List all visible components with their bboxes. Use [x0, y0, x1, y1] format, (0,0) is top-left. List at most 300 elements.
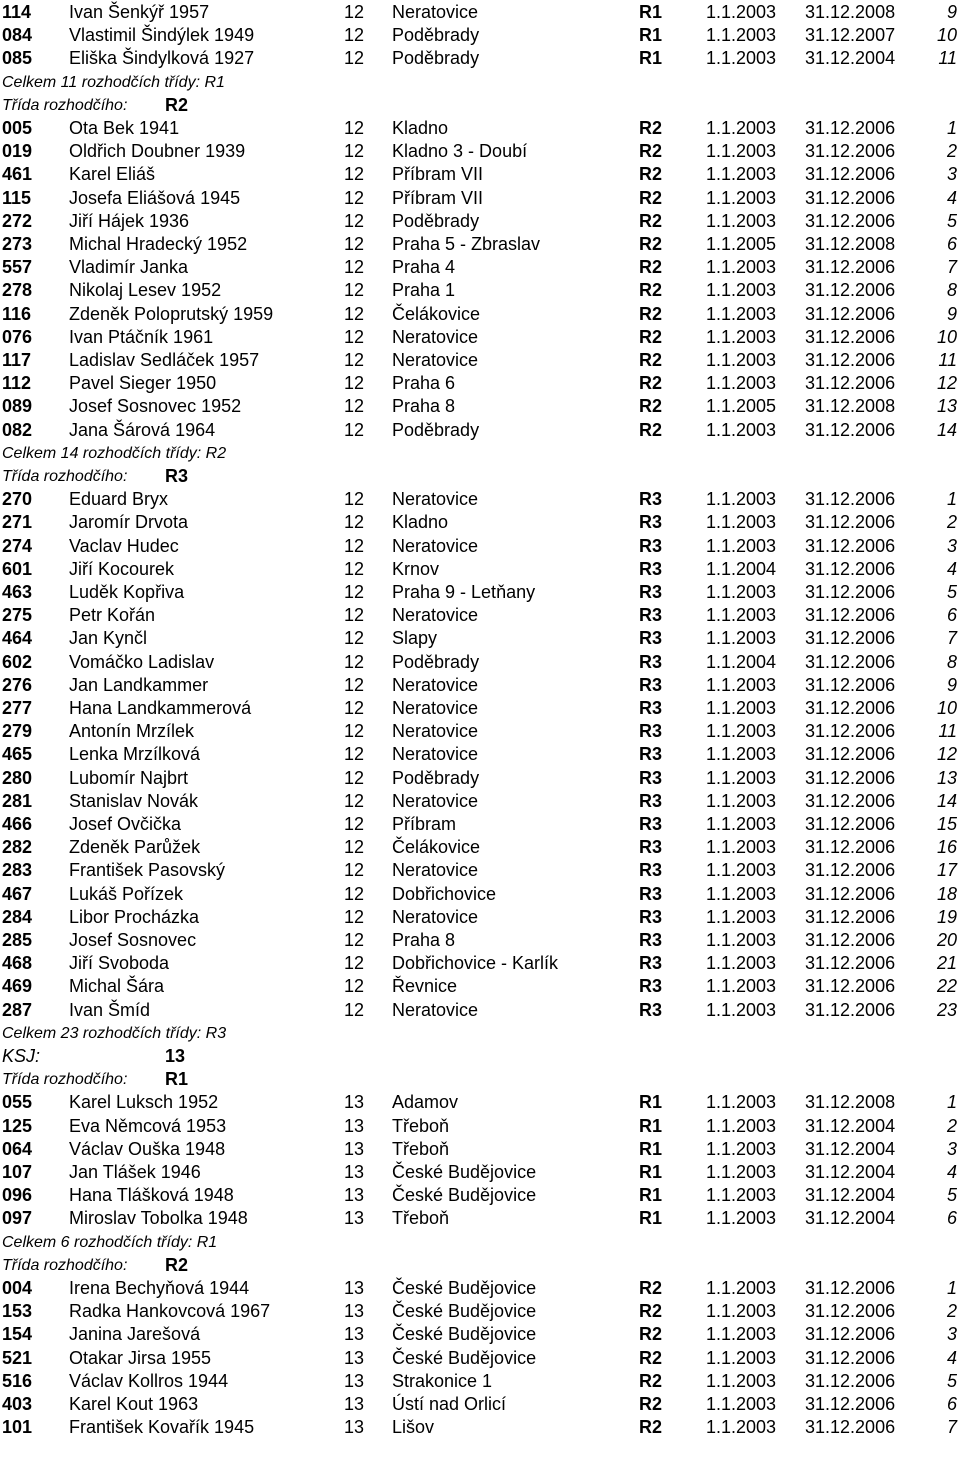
valid-to: 31.12.2004 [805, 48, 896, 69]
referee-class: R2 [639, 373, 663, 394]
referee-row [0, 24, 960, 47]
valid-from: 1.1.2003 [706, 280, 777, 301]
referee-class: R2 [639, 1370, 663, 1391]
referee-city: Neratovice [392, 860, 479, 881]
valid-from: 1.1.2004 [706, 651, 777, 672]
summary-text: Celkem 11 rozhodčích třídy: R1 [2, 73, 225, 91]
row-index: 12 [936, 744, 957, 765]
referee-ksj: 12 [344, 582, 365, 602]
referee-ksj: 12 [344, 303, 365, 324]
referee-class: R3 [639, 814, 663, 834]
valid-from: 1.1.2003 [706, 1162, 777, 1182]
referee-ksj: 12 [344, 698, 365, 718]
row-index: 10 [936, 698, 957, 718]
referee-name: Eduard Bryx [69, 489, 169, 510]
valid-from: 1.1.2003 [706, 1301, 777, 1322]
valid-from: 1.1.2003 [706, 976, 777, 997]
valid-from: 1.1.2003 [706, 999, 777, 1020]
valid-to: 31.12.2006 [805, 257, 896, 278]
referee-class: R3 [639, 883, 663, 904]
valid-to: 31.12.2006 [805, 350, 896, 370]
referee-ksj: 13 [344, 1278, 365, 1298]
referee-city: Slapy [392, 628, 438, 649]
row-index: 20 [936, 930, 957, 950]
referee-ksj: 12 [344, 187, 365, 208]
referee-id: 096 [2, 1185, 33, 1206]
referee-row [0, 1416, 960, 1439]
referee-class: R3 [639, 860, 663, 881]
valid-to: 31.12.2004 [805, 1185, 896, 1206]
referee-id: 005 [2, 118, 33, 138]
referee-id: 082 [2, 419, 33, 440]
referee-name: Pavel Sieger 1950 [69, 373, 217, 394]
class-summary [0, 1231, 960, 1254]
valid-to: 31.12.2006 [805, 767, 896, 788]
referee-name: Vladimír Janka [69, 257, 189, 278]
valid-to: 31.12.2006 [805, 419, 896, 440]
row-index: 8 [946, 280, 957, 301]
referee-row [0, 1300, 960, 1323]
referee-ksj: 12 [344, 234, 365, 254]
referee-id: 467 [2, 883, 33, 904]
row-index: 1 [946, 1092, 957, 1113]
valid-to: 31.12.2006 [805, 210, 896, 231]
referee-class: R2 [639, 1347, 663, 1368]
referee-name: Jaromír Drvota [69, 512, 189, 533]
referee-class: R3 [639, 976, 663, 997]
valid-from: 1.1.2003 [706, 790, 777, 811]
referee-name: Oldřich Doubner 1939 [69, 141, 246, 162]
referee-ksj: 12 [344, 860, 365, 881]
referee-class: R2 [639, 1324, 663, 1345]
referee-name: Nikolaj Lesev 1952 [69, 280, 222, 301]
referee-row [0, 303, 960, 326]
referee-row [0, 906, 960, 929]
valid-to: 31.12.2006 [805, 837, 896, 858]
row-index: 7 [946, 1417, 957, 1438]
referee-class: R2 [639, 118, 663, 138]
referee-class: R1 [639, 1185, 663, 1206]
row-index: 11 [938, 48, 957, 69]
referee-name: Stanislav Novák [69, 790, 199, 811]
valid-to: 31.12.2006 [805, 906, 896, 927]
valid-to: 31.12.2006 [805, 141, 896, 162]
referee-city: Praha 4 [392, 257, 456, 278]
row-index: 1 [946, 489, 957, 510]
referee-row [0, 627, 960, 650]
referee-name: Antonín Mrzílek [69, 721, 195, 742]
row-index: 5 [946, 210, 957, 231]
referee-row [0, 349, 960, 372]
referee-id: 521 [2, 1347, 33, 1368]
referee-ksj: 12 [344, 373, 365, 394]
referee-class: R1 [639, 2, 663, 22]
referee-class: R2 [639, 257, 663, 278]
valid-from: 1.1.2003 [706, 187, 777, 208]
valid-to: 31.12.2008 [805, 2, 896, 22]
referee-city: Lišov [392, 1417, 435, 1438]
referee-class: R2 [639, 141, 663, 162]
referee-city: Neratovice [392, 489, 479, 510]
valid-from: 1.1.2005 [706, 396, 777, 417]
referee-city: Strakonice 1 [392, 1370, 493, 1391]
referee-city: Kladno [392, 118, 449, 138]
referee-ksj: 12 [344, 535, 365, 556]
referee-class: R1 [639, 1092, 663, 1113]
valid-from: 1.1.2003 [706, 25, 777, 46]
valid-from: 1.1.2003 [706, 721, 777, 742]
referee-ksj: 13 [344, 1138, 365, 1159]
referee-class: R2 [639, 1301, 663, 1322]
valid-to: 31.12.2006 [805, 628, 896, 649]
row-index: 3 [946, 164, 957, 185]
referee-name: Miroslav Tobolka 1948 [69, 1208, 248, 1229]
referee-id: 064 [2, 1138, 33, 1159]
row-index: 3 [946, 1138, 957, 1159]
referee-class: R3 [639, 628, 663, 649]
valid-from: 1.1.2003 [706, 1417, 777, 1438]
valid-from: 1.1.2003 [706, 512, 777, 533]
valid-from: 1.1.2003 [706, 1208, 777, 1229]
referee-id: 287 [2, 999, 33, 1020]
valid-to: 31.12.2006 [805, 1278, 896, 1298]
referee-name: Václav Ouška 1948 [69, 1138, 226, 1159]
valid-to: 31.12.2006 [805, 280, 896, 301]
referee-ksj: 13 [344, 1301, 365, 1322]
referee-row [0, 511, 960, 534]
referee-name: Vlastimil Šindýlek 1949 [69, 25, 255, 46]
referee-city: Příbram VII [392, 187, 484, 208]
referee-city: Neratovice [392, 350, 479, 370]
referee-id: 115 [2, 187, 32, 208]
referee-id: 279 [2, 721, 33, 742]
referee-id: 285 [2, 930, 33, 950]
referee-ksj: 12 [344, 210, 365, 231]
referee-ksj: 12 [344, 883, 365, 904]
referee-class: R3 [639, 535, 663, 556]
row-index: 23 [936, 999, 957, 1020]
referee-ksj: 13 [344, 1208, 365, 1229]
referee-row [0, 1138, 960, 1161]
referee-name: Michal Šára [69, 976, 165, 997]
referee-ksj: 12 [344, 790, 365, 811]
referee-name: Hana Landkammerová [69, 698, 252, 718]
valid-from: 1.1.2003 [706, 767, 777, 788]
referee-class: R3 [639, 558, 663, 579]
referee-city: Neratovice [392, 698, 479, 718]
referee-city: Neratovice [392, 535, 479, 556]
valid-to: 31.12.2006 [805, 674, 896, 695]
referee-id: 465 [2, 744, 33, 765]
row-index: 14 [936, 790, 957, 811]
referee-class: R3 [639, 930, 663, 950]
referee-class: R3 [639, 953, 663, 974]
row-index: 9 [946, 2, 957, 22]
referee-row [0, 187, 960, 210]
referee-name: Lubomír Najbrt [69, 767, 189, 788]
referee-city: Třeboň [392, 1138, 450, 1159]
referee-class: R3 [639, 651, 663, 672]
valid-to: 31.12.2006 [805, 187, 896, 208]
referee-ksj: 12 [344, 744, 365, 765]
valid-to: 31.12.2006 [805, 558, 896, 579]
row-index: 6 [946, 234, 957, 254]
referee-class: R2 [639, 396, 663, 417]
row-index: 4 [946, 1347, 957, 1368]
referee-id: 085 [2, 48, 33, 69]
referee-ksj: 12 [344, 280, 365, 301]
referee-id: 516 [2, 1370, 33, 1391]
referee-row [0, 117, 960, 140]
valid-to: 31.12.2006 [805, 1324, 896, 1345]
referee-name: Karel Eliáš [69, 164, 156, 185]
referee-city: Krnov [392, 558, 440, 579]
valid-to: 31.12.2006 [805, 118, 896, 138]
valid-from: 1.1.2003 [706, 489, 777, 510]
referee-ksj: 12 [344, 651, 365, 672]
referee-ksj: 12 [344, 164, 365, 185]
referee-ksj: 12 [344, 512, 365, 533]
referee-row [0, 256, 960, 279]
referee-id: 464 [2, 628, 33, 649]
referee-row [0, 1115, 960, 1138]
referee-city: Poděbrady [392, 767, 480, 788]
row-index: 10 [936, 25, 957, 46]
referee-row [0, 163, 960, 186]
referee-name: Ivan Šmíd [69, 999, 151, 1020]
referee-name: Jan Landkammer [69, 674, 209, 695]
referee-city: Čelákovice [392, 303, 481, 324]
class-header [0, 94, 960, 117]
referee-ksj: 13 [344, 1347, 365, 1368]
referee-ksj: 13 [344, 1370, 365, 1391]
row-index: 2 [946, 141, 957, 162]
referee-class: R2 [639, 164, 663, 185]
row-index: 9 [946, 303, 957, 324]
valid-to: 31.12.2006 [805, 1301, 896, 1322]
referee-id: 461 [2, 164, 33, 185]
referee-name: František Pasovský [69, 860, 226, 881]
referee-class: R3 [639, 489, 663, 510]
valid-to: 31.12.2008 [805, 1092, 896, 1113]
referee-ksj: 12 [344, 48, 365, 69]
referee-id: 274 [2, 535, 33, 556]
referee-row [0, 929, 960, 952]
referee-city: Kladno [392, 512, 449, 533]
referee-city: Příbram VII [392, 164, 484, 185]
referee-ksj: 12 [344, 2, 365, 22]
referee-city: Neratovice [392, 674, 479, 695]
referee-class: R2 [639, 326, 663, 347]
valid-to: 31.12.2004 [805, 1162, 896, 1182]
referee-class: R3 [639, 582, 663, 602]
class-header [0, 1254, 960, 1277]
valid-to: 31.12.2006 [805, 744, 896, 765]
referee-id: 468 [2, 953, 33, 974]
row-index: 4 [946, 1162, 957, 1182]
valid-to: 31.12.2007 [805, 25, 896, 46]
row-index: 9 [946, 674, 957, 695]
referee-class: R2 [639, 234, 663, 254]
row-index: 2 [946, 512, 957, 533]
referee-row [0, 1161, 960, 1184]
valid-to: 31.12.2006 [805, 489, 896, 510]
referee-id: 278 [2, 280, 33, 301]
referee-name: Irena Bechyňová 1944 [69, 1278, 250, 1298]
referee-ksj: 12 [344, 326, 365, 347]
referee-name: Jiří Kocourek [69, 558, 175, 579]
referee-name: Josef Sosnovec [69, 930, 197, 950]
referee-id: 403 [2, 1394, 33, 1414]
referee-ksj: 12 [344, 953, 365, 974]
referee-ksj: 12 [344, 25, 365, 46]
referee-city: Poděbrady [392, 48, 480, 69]
referee-city: Praha 9 - Letňany [392, 582, 536, 602]
referee-city: Praha 6 [392, 373, 456, 394]
valid-from: 1.1.2004 [706, 558, 777, 579]
referee-row [0, 999, 960, 1022]
referee-name: Ladislav Sedláček 1957 [69, 350, 260, 370]
referee-class: R3 [639, 698, 663, 718]
referee-row [0, 1393, 960, 1416]
referee-row [0, 1207, 960, 1230]
referee-row [0, 140, 960, 163]
valid-to: 31.12.2006 [805, 582, 896, 602]
referee-id: 101 [2, 1417, 33, 1438]
class-header-label: Třída rozhodčího: [2, 468, 128, 485]
referee-city: Praha 8 [392, 930, 456, 950]
referee-name: Lukáš Pořízek [69, 883, 184, 904]
referee-class: R3 [639, 674, 663, 695]
referee-name: Ivan Šenkýř 1957 [69, 2, 210, 22]
valid-to: 31.12.2006 [805, 721, 896, 742]
referee-class: R3 [639, 721, 663, 742]
valid-from: 1.1.2003 [706, 164, 777, 185]
referee-row [0, 1277, 960, 1300]
referee-name: Janina Jarešová [69, 1324, 201, 1345]
referee-name: Josef Ovčička [69, 814, 182, 834]
referee-id: 125 [2, 1115, 33, 1136]
row-index: 2 [946, 1115, 957, 1136]
referee-id: 153 [2, 1301, 33, 1322]
referee-name: Lenka Mrzílková [69, 744, 201, 765]
referee-id: 117 [2, 350, 32, 370]
referee-name: Vaclav Hudec [69, 535, 179, 556]
referee-city: Řevnice [392, 976, 458, 997]
referee-name: Zdeněk Parůžek [69, 837, 201, 858]
row-index: 12 [936, 373, 957, 394]
referee-ksj: 12 [344, 141, 365, 162]
referee-row [0, 674, 960, 697]
valid-to: 31.12.2006 [805, 326, 896, 347]
referee-class: R2 [639, 350, 663, 370]
referee-ksj: 12 [344, 257, 365, 278]
row-index: 22 [936, 976, 957, 997]
referee-city: Poděbrady [392, 419, 480, 440]
referee-class: R3 [639, 512, 663, 533]
valid-to: 31.12.2008 [805, 396, 896, 417]
row-index: 13 [936, 767, 957, 788]
referee-city: Třeboň [392, 1208, 450, 1229]
class-header-label: Třída rozhodčího: [2, 1256, 128, 1274]
referee-ksj: 12 [344, 837, 365, 858]
valid-from: 1.1.2003 [706, 1115, 777, 1136]
referee-ksj: 13 [344, 1092, 365, 1113]
referee-city: Neratovice [392, 721, 479, 742]
referee-ksj: 12 [344, 628, 365, 649]
referee-class: R3 [639, 906, 663, 927]
referee-class: R3 [639, 999, 663, 1020]
referee-row [0, 1370, 960, 1393]
referee-class: R1 [639, 1115, 663, 1136]
valid-to: 31.12.2008 [805, 234, 896, 254]
valid-from: 1.1.2003 [706, 419, 777, 440]
valid-to: 31.12.2006 [805, 164, 896, 185]
referee-id: 602 [2, 651, 33, 672]
referee-name: Karel Kout 1963 [69, 1394, 199, 1414]
referee-row [0, 697, 960, 720]
valid-to: 31.12.2006 [805, 303, 896, 324]
class-header [0, 1068, 960, 1091]
referee-id: 280 [2, 767, 33, 788]
referee-id: 273 [2, 234, 33, 254]
row-index: 11 [938, 721, 957, 742]
referee-city: Kladno 3 - Doubí [392, 141, 528, 162]
valid-to: 31.12.2006 [805, 605, 896, 626]
referee-row [0, 1184, 960, 1207]
referee-city: České Budějovice [392, 1324, 537, 1345]
valid-from: 1.1.2003 [706, 350, 777, 370]
row-index: 15 [936, 814, 957, 834]
referee-name: Hana Tlášková 1948 [69, 1185, 234, 1206]
referee-class: R3 [639, 744, 663, 765]
valid-to: 31.12.2004 [805, 1138, 896, 1159]
referee-row [0, 1091, 960, 1114]
valid-from: 1.1.2003 [706, 1092, 777, 1113]
referee-name: Radka Hankovcová 1967 [69, 1301, 271, 1322]
row-index: 11 [938, 350, 957, 370]
referee-city: Neratovice [392, 790, 479, 811]
referee-ksj: 13 [344, 1115, 365, 1136]
summary-text: Celkem 14 rozhodčích třídy: R2 [2, 444, 227, 462]
referee-row [0, 47, 960, 70]
referee-ksj: 12 [344, 906, 365, 927]
row-index: 6 [946, 1394, 957, 1414]
row-index: 7 [946, 257, 957, 278]
referee-class: R1 [639, 48, 663, 69]
valid-from: 1.1.2003 [706, 953, 777, 974]
row-index: 8 [946, 651, 957, 672]
valid-from: 1.1.2003 [706, 837, 777, 858]
referee-city: Čelákovice [392, 837, 481, 858]
valid-to: 31.12.2006 [805, 535, 896, 556]
referee-ksj: 12 [344, 930, 365, 950]
ksj-header [0, 1045, 960, 1068]
valid-to: 31.12.2006 [805, 698, 896, 718]
class-header [0, 465, 960, 488]
referee-id: 004 [2, 1278, 33, 1298]
referee-city: Třeboň [392, 1115, 450, 1136]
referee-name: Jan Tlášek 1946 [69, 1162, 201, 1182]
referee-row [0, 975, 960, 998]
valid-from: 1.1.2003 [706, 257, 777, 278]
valid-to: 31.12.2006 [805, 999, 896, 1020]
referee-row [0, 395, 960, 418]
referee-row [0, 952, 960, 975]
valid-from: 1.1.2003 [706, 48, 777, 69]
referee-ksj: 13 [344, 1162, 365, 1182]
class-header-value: R2 [165, 94, 189, 115]
